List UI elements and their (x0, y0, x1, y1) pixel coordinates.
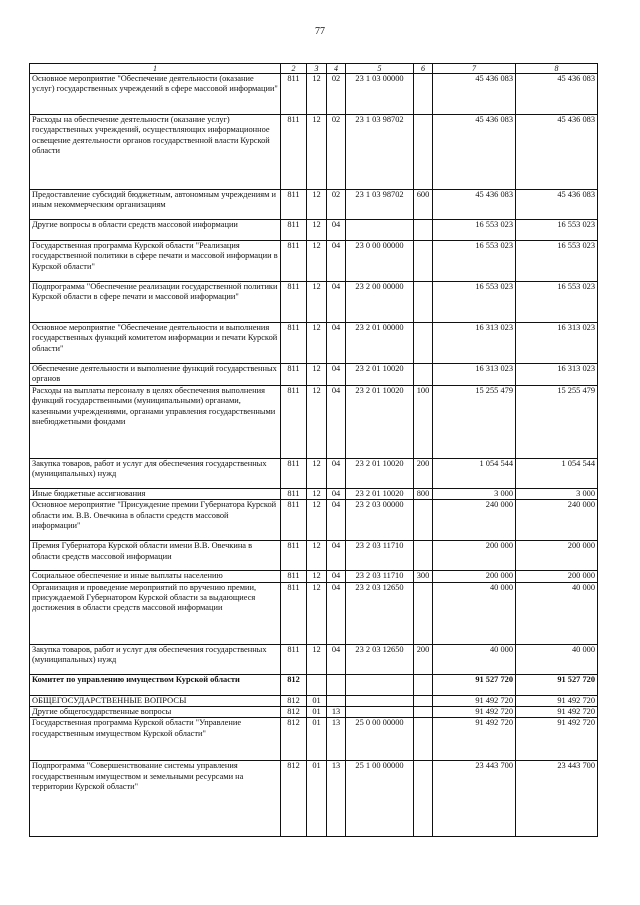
row-admin-code-cell: 811 (281, 644, 307, 674)
row-amount-2-cell: 200 000 (516, 571, 598, 582)
row-expense-type-cell: 100 (414, 385, 433, 458)
row-target-article-cell: 23 2 03 12650 (346, 644, 414, 674)
row-expense-type-cell: 600 (414, 190, 433, 220)
row-amount-2-cell: 91 492 720 (516, 695, 598, 706)
table-row (30, 74, 598, 115)
budget-table (29, 63, 598, 837)
row-amount-1-cell: 15 255 479 (433, 385, 516, 458)
row-name-cell: Обеспечение деятельности и выполнение функций государственных органов (30, 364, 281, 386)
row-admin-code-cell: 811 (281, 571, 307, 582)
row-admin-code-cell: 811 (281, 541, 307, 571)
row-target-article-cell: 23 2 03 00000 (346, 500, 414, 541)
row-amount-1-cell: 45 436 083 (433, 74, 516, 115)
row-section-code-cell: 12 (307, 74, 327, 115)
row-amount-2-cell: 23 443 700 (516, 761, 598, 837)
row-expense-type-cell (414, 707, 433, 718)
column-header: 5 (346, 64, 414, 74)
row-amount-1-cell: 16 313 023 (433, 364, 516, 386)
row-section-code-cell: 01 (307, 695, 327, 706)
row-amount-2-cell: 15 255 479 (516, 385, 598, 458)
row-expense-type-cell (414, 115, 433, 190)
row-expense-type-cell (414, 220, 433, 241)
row-subsection-code-cell: 04 (327, 364, 346, 386)
row-amount-1-cell: 40 000 (433, 582, 516, 644)
row-subsection-code-cell: 04 (327, 488, 346, 499)
row-amount-2-cell: 200 000 (516, 541, 598, 571)
row-section-code-cell: 12 (307, 582, 327, 644)
row-admin-code-cell: 812 (281, 718, 307, 761)
row-subsection-code-cell: 13 (327, 718, 346, 761)
row-target-article-cell (346, 695, 414, 706)
row-amount-2-cell: 16 553 023 (516, 241, 598, 282)
row-admin-code-cell: 812 (281, 695, 307, 706)
row-target-article-cell: 23 1 03 98702 (346, 115, 414, 190)
row-target-article-cell (346, 674, 414, 695)
table-row (30, 115, 598, 190)
row-name-cell: Другие общегосударственные вопросы (30, 707, 281, 718)
row-admin-code-cell: 811 (281, 115, 307, 190)
row-section-code-cell: 12 (307, 323, 327, 364)
row-section-code-cell (307, 674, 327, 695)
row-expense-type-cell (414, 674, 433, 695)
row-admin-code-cell: 811 (281, 282, 307, 323)
row-amount-1-cell: 240 000 (433, 500, 516, 541)
row-expense-type-cell: 300 (414, 571, 433, 582)
row-amount-1-cell: 91 492 720 (433, 707, 516, 718)
row-section-code-cell: 12 (307, 571, 327, 582)
table-row (30, 323, 598, 364)
row-section-code-cell: 12 (307, 241, 327, 282)
table-row (30, 241, 598, 282)
row-section-code-cell: 01 (307, 761, 327, 837)
row-subsection-code-cell: 04 (327, 385, 346, 458)
row-section-code-cell: 12 (307, 541, 327, 571)
row-amount-2-cell: 16 553 023 (516, 220, 598, 241)
column-header: 1 (30, 64, 281, 74)
row-subsection-code-cell: 04 (327, 582, 346, 644)
row-section-code-cell: 12 (307, 644, 327, 674)
row-target-article-cell: 25 0 00 00000 (346, 718, 414, 761)
row-section-code-cell: 12 (307, 220, 327, 241)
row-amount-1-cell: 23 443 700 (433, 761, 516, 837)
row-name-cell: Основное мероприятие "Обеспечение деятельности (оказание услуг) государственных учреждений в сфере массовой информации" (30, 74, 281, 115)
row-target-article-cell (346, 220, 414, 241)
row-target-article-cell: 23 2 01 00000 (346, 323, 414, 364)
row-subsection-code-cell (327, 695, 346, 706)
column-header: 7 (433, 64, 516, 74)
row-name-cell: Основное мероприятие "Обеспечение деятельности и выполнения государственных функций комитетом информации и печати Курской области" (30, 323, 281, 364)
row-subsection-code-cell: 02 (327, 74, 346, 115)
column-number-row (30, 64, 598, 74)
row-expense-type-cell: 200 (414, 458, 433, 488)
row-expense-type-cell: 200 (414, 644, 433, 674)
row-amount-1-cell: 200 000 (433, 571, 516, 582)
row-amount-1-cell: 3 000 (433, 488, 516, 499)
row-amount-1-cell: 91 492 720 (433, 695, 516, 706)
row-amount-1-cell: 16 313 023 (433, 323, 516, 364)
row-amount-2-cell: 40 000 (516, 644, 598, 674)
column-header: 4 (327, 64, 346, 74)
row-admin-code-cell: 812 (281, 674, 307, 695)
row-amount-1-cell: 91 492 720 (433, 718, 516, 761)
row-name-cell: Государственная программа Курской области "Реализация государственной политики в сфере печати и массовой информации в Курской области" (30, 241, 281, 282)
row-subsection-code-cell: 04 (327, 541, 346, 571)
row-subsection-code-cell: 04 (327, 571, 346, 582)
row-subsection-code-cell: 04 (327, 241, 346, 282)
row-target-article-cell: 25 1 00 00000 (346, 761, 414, 837)
row-name-cell: Другие вопросы в области средств массовой информации (30, 220, 281, 241)
table-row (30, 761, 598, 837)
row-target-article-cell: 23 2 01 10020 (346, 458, 414, 488)
row-section-code-cell: 12 (307, 282, 327, 323)
row-subsection-code-cell: 02 (327, 190, 346, 220)
row-amount-2-cell: 3 000 (516, 488, 598, 499)
table-row (30, 541, 598, 571)
row-expense-type-cell (414, 74, 433, 115)
row-amount-2-cell: 16 553 023 (516, 282, 598, 323)
row-admin-code-cell: 811 (281, 385, 307, 458)
row-section-code-cell: 12 (307, 488, 327, 499)
table-row (30, 644, 598, 674)
row-amount-2-cell: 45 436 083 (516, 190, 598, 220)
row-target-article-cell (346, 707, 414, 718)
row-section-code-cell: 12 (307, 458, 327, 488)
table-row (30, 707, 598, 718)
row-amount-1-cell: 16 553 023 (433, 282, 516, 323)
row-expense-type-cell (414, 500, 433, 541)
row-subsection-code-cell: 04 (327, 323, 346, 364)
budget-rows (30, 74, 598, 837)
row-subsection-code-cell: 04 (327, 500, 346, 541)
column-header: 6 (414, 64, 433, 74)
row-name-cell: Расходы на выплаты персоналу в целях обеспечения выполнения функций государственными (муниципальными) органами, казенными учреждениями, органами управления государственными внебюджетными фондами (30, 385, 281, 458)
table-row (30, 385, 598, 458)
row-section-code-cell: 12 (307, 385, 327, 458)
row-admin-code-cell: 812 (281, 761, 307, 837)
row-name-cell: Расходы на обеспечение деятельности (оказание услуг) государственных учреждений, осуществляющих информационное освещение деятельности органов государственной власти Курской области (30, 115, 281, 190)
row-subsection-code-cell: 04 (327, 220, 346, 241)
row-target-article-cell: 23 0 00 00000 (346, 241, 414, 282)
row-section-code-cell: 12 (307, 115, 327, 190)
table-row (30, 458, 598, 488)
row-amount-1-cell: 200 000 (433, 541, 516, 571)
row-name-cell: Государственная программа Курской области "Управление государственным имуществом Курской области" (30, 718, 281, 761)
table-row (30, 695, 598, 706)
row-amount-1-cell: 16 553 023 (433, 220, 516, 241)
row-amount-2-cell: 16 313 023 (516, 364, 598, 386)
row-name-cell: Основное мероприятие "Присуждение премии Губернатора Курской области им. В.В. Овечкина в области средств массовой информации" (30, 500, 281, 541)
row-admin-code-cell: 811 (281, 500, 307, 541)
row-amount-2-cell: 240 000 (516, 500, 598, 541)
row-amount-2-cell: 40 000 (516, 582, 598, 644)
row-section-code-cell: 12 (307, 500, 327, 541)
row-target-article-cell: 23 2 03 12650 (346, 582, 414, 644)
page-number: 77 (315, 26, 325, 37)
row-name-cell: Организация и проведение мероприятий по вручению премии, присуждаемой Губернатором Курской области за выдающиеся достижения в области средств массовой информации (30, 582, 281, 644)
row-name-cell: Комитет по управлению имуществом Курской области (30, 674, 281, 695)
row-subsection-code-cell: 13 (327, 761, 346, 837)
row-admin-code-cell: 811 (281, 241, 307, 282)
row-amount-2-cell: 91 527 720 (516, 674, 598, 695)
row-target-article-cell: 23 2 00 00000 (346, 282, 414, 323)
table-row (30, 364, 598, 386)
row-admin-code-cell: 811 (281, 458, 307, 488)
row-expense-type-cell (414, 364, 433, 386)
row-subsection-code-cell (327, 674, 346, 695)
row-amount-2-cell: 1 054 544 (516, 458, 598, 488)
row-target-article-cell: 23 2 01 10020 (346, 385, 414, 458)
row-name-cell: Премия Губернатора Курской области имени В.В. Овечкина в области средств массовой информации (30, 541, 281, 571)
row-target-article-cell: 23 1 03 98702 (346, 190, 414, 220)
row-amount-2-cell: 16 313 023 (516, 323, 598, 364)
row-amount-1-cell: 1 054 544 (433, 458, 516, 488)
row-amount-1-cell: 91 527 720 (433, 674, 516, 695)
row-expense-type-cell (414, 241, 433, 282)
column-header: 2 (281, 64, 307, 74)
column-header: 3 (307, 64, 327, 74)
row-amount-1-cell: 45 436 083 (433, 115, 516, 190)
row-amount-2-cell: 91 492 720 (516, 718, 598, 761)
table-row (30, 718, 598, 761)
row-expense-type-cell (414, 695, 433, 706)
row-name-cell: Подпрограмма "Обеспечение реализации государственной политики Курской области в сфере печати и массовой информации" (30, 282, 281, 323)
row-name-cell: Подпрограмма "Совершенствование системы управления государственным имуществом и земельными ресурсами на территории Курской области" (30, 761, 281, 837)
row-amount-1-cell: 40 000 (433, 644, 516, 674)
row-subsection-code-cell: 04 (327, 458, 346, 488)
row-target-article-cell: 23 2 01 10020 (346, 364, 414, 386)
row-expense-type-cell (414, 582, 433, 644)
row-amount-1-cell: 16 553 023 (433, 241, 516, 282)
column-header: 8 (516, 64, 598, 74)
row-amount-1-cell: 45 436 083 (433, 190, 516, 220)
row-expense-type-cell (414, 541, 433, 571)
row-subsection-code-cell: 04 (327, 644, 346, 674)
row-name-cell: Иные бюджетные ассигнования (30, 488, 281, 499)
table-row (30, 488, 598, 499)
table-row (30, 571, 598, 582)
row-admin-code-cell: 811 (281, 323, 307, 364)
table-row (30, 674, 598, 695)
row-expense-type-cell: 800 (414, 488, 433, 499)
row-subsection-code-cell: 13 (327, 707, 346, 718)
row-amount-2-cell: 45 436 083 (516, 115, 598, 190)
row-expense-type-cell (414, 282, 433, 323)
row-expense-type-cell (414, 718, 433, 761)
row-target-article-cell: 23 2 03 11710 (346, 571, 414, 582)
row-name-cell: Предоставление субсидий бюджетным, автономным учреждениям и иным некоммерческим организациям (30, 190, 281, 220)
row-admin-code-cell: 811 (281, 74, 307, 115)
row-expense-type-cell (414, 323, 433, 364)
row-amount-2-cell: 45 436 083 (516, 74, 598, 115)
row-target-article-cell: 23 1 03 00000 (346, 74, 414, 115)
row-expense-type-cell (414, 761, 433, 837)
row-admin-code-cell: 811 (281, 488, 307, 499)
row-section-code-cell: 01 (307, 707, 327, 718)
table-row (30, 220, 598, 241)
row-amount-2-cell: 91 492 720 (516, 707, 598, 718)
row-subsection-code-cell: 04 (327, 282, 346, 323)
table-row (30, 582, 598, 644)
row-name-cell: Закупка товаров, работ и услуг для обеспечения государственных (муниципальных) нужд (30, 644, 281, 674)
row-admin-code-cell: 811 (281, 220, 307, 241)
row-name-cell: Социальное обеспечение и иные выплаты населению (30, 571, 281, 582)
row-name-cell: ОБЩЕГОСУДАРСТВЕННЫЕ ВОПРОСЫ (30, 695, 281, 706)
row-section-code-cell: 12 (307, 364, 327, 386)
table-row (30, 190, 598, 220)
row-admin-code-cell: 811 (281, 364, 307, 386)
row-admin-code-cell: 811 (281, 582, 307, 644)
table-row (30, 282, 598, 323)
row-section-code-cell: 12 (307, 190, 327, 220)
row-target-article-cell: 23 2 03 11710 (346, 541, 414, 571)
row-target-article-cell: 23 2 01 10020 (346, 488, 414, 499)
row-subsection-code-cell: 02 (327, 115, 346, 190)
row-section-code-cell: 01 (307, 718, 327, 761)
row-admin-code-cell: 811 (281, 190, 307, 220)
row-name-cell: Закупка товаров, работ и услуг для обеспечения государственных (муниципальных) нужд (30, 458, 281, 488)
table-row (30, 500, 598, 541)
row-admin-code-cell: 812 (281, 707, 307, 718)
